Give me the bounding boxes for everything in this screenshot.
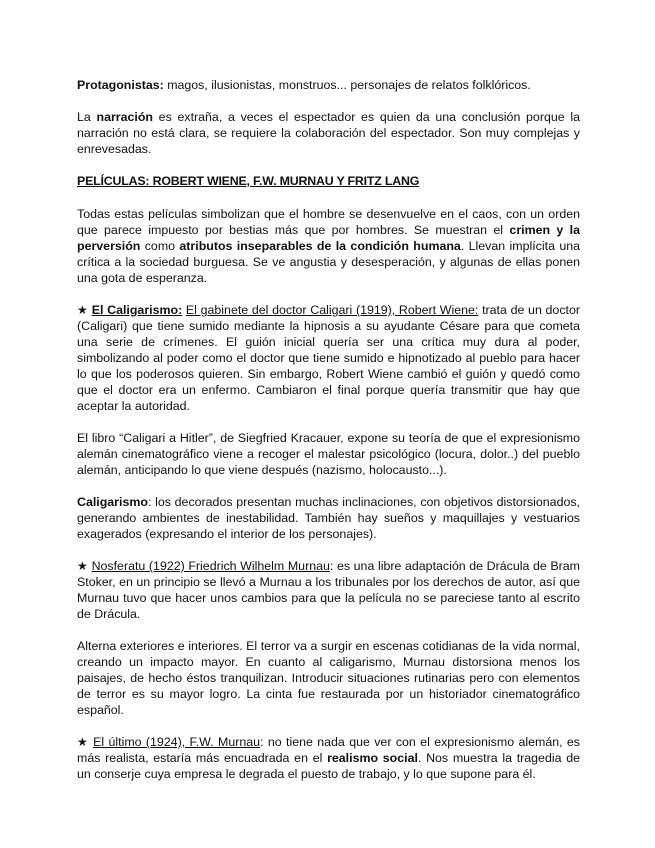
caligari-film-title: El gabinete del doctor Caligari (1919), Robert Wiene: [185,303,479,317]
el-ultimo-film-title: El último (1924), F.W. Murnau [93,735,261,749]
paragraph-intro: Todas estas películas simbolizan que el hombre se desenvuelve en el caos, con un orden que parece impuesto por bestias más que por hombres. Se muestran el crimen y la perversión como atributos inseparables de la condición humana. Llevan implícita una crítica a la sociedad burguesa. Se ve angustia y desesperación, y algunas de ellas ponen una gota de esperanza. [77,207,581,285]
paragraph-el-ultimo: ★ El último (1924), F.W. Murnau: no tiene nada que ver con el expresionismo alemán, es más realista, estaría más encuadrada en el realismo social. Nos muestra la tragedia de un conserje cuya empresa le degrada el puesto de trabajo, y lo que supone para él. [77,735,581,781]
paragraph-caligarismo-def: Caligarismo: los decorados presentan muchas inclinaciones, con objetivos distorsionados, generando ambientes de inestabilidad. También hay sueños y maquillajes y vestuarios exagerados (expresando el interior de los personajes). [77,495,580,541]
protagonistas-label: Protagonistas: [77,78,164,92]
caligarismo-title: El Caligarismo: [91,303,183,317]
paragraph-protagonistas: Protagonistas: magos, ilusionistas, monstruos... personajes de relatos folklóricos. [77,78,531,92]
narracion-bold: narración [96,110,153,124]
paragraph-caligarismo: ★ El Caligarismo: El gabinete del doctor Caligari (1919), Robert Wiene: trata de un doctor (Caligari) que tiene sumido mediante la hipnosis a su ayudante Césare para que cometa una serie de crímenes. El guión inicial quería ser una crítica muy dura al poder, simbolizando al poder como el doctor que tiene sumido e hipnotizado al pueblo para hacer lo que los poderosos quieren. Sin embargo, Robert Wiene cambió el guión y quedó como que el doctor era un enfermo. Cambiaron el final porque quería transmitir que hay que aceptar la autoridad. [77,303,580,413]
paragraph-nosferatu: ★ Nosferatu (1922) Friedrich Wilhelm Murnau: es una libre adaptación de Drácula de Bram Stoker, en un principio se llevó a Murnau a los tribunales por los derechos de autor, así que Murnau tuvo que hacer unos cambios para que la película no se pareciese tanto al escrito de Drácula. [77,559,580,621]
nosferatu-film-title: Nosferatu (1922) Friedrich Wilhelm Murnau [91,559,330,573]
paragraph-kracauer: El libro “Caligari a Hitler”, de Siegfried Kracauer, expone su teoría de que el expresionismo alemán cinematográfico viene a recoger el malestar psicológico (locura, dolor..) del pueblo alemán, anticipando lo que viene después (nazismo, holocausto...). [77,431,580,477]
star-icon: ★ [77,303,89,317]
star-icon: ★ [77,735,89,749]
caligarismo-term: Caligarismo [77,495,148,509]
star-icon: ★ [77,559,88,573]
paragraph-narracion: La narración es extraña, a veces el espectador es quien da una conclusión porque la narración no está clara, se requiere la colaboración del espectador. Son muy complejas y enrevesadas. [77,110,580,156]
paragraph-murnau-style: Alterna exteriores e interiores. El terror va a surgir en escenas cotidianas de la vida normal, creando un impacto mayor. En cuanto al caligarismo, Murnau distorsiona menos los paisajes, de hecho éstos tranquilizan. Introducir situaciones rutinarias pero con elementos de terror es su mayor logro. La cinta fue restaurada por un historiador cinematográfico español. [77,639,580,717]
section-heading: PELÍCULAS: ROBERT WIENE, F.W. MURNAU Y FRITZ LANG [77,174,420,188]
